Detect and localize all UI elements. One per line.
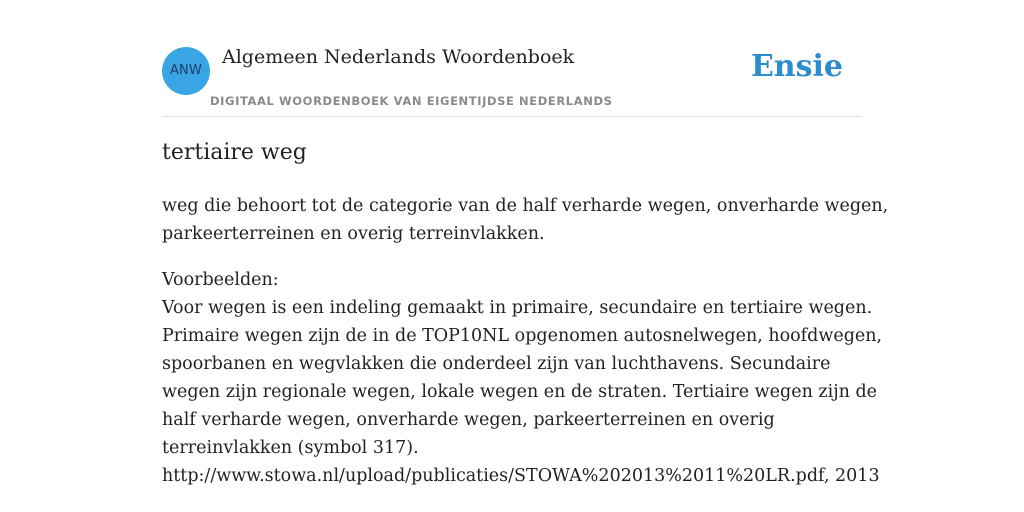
examples-label: Voorbeelden:: [162, 270, 279, 290]
ensie-logo[interactable]: Ensie: [750, 49, 843, 84]
example-line: spoorbanen en wegvlakken die onderdeel zijn van luchthavens. Secundaire: [162, 354, 831, 374]
definition-line: parkeerterreinen en overig terreinvlakken.: [162, 224, 545, 244]
entry-term: tertiaire weg: [162, 140, 307, 165]
example-line: wegen zijn regionale wegen, lokale wegen en de straten. Tertiaire wegen zijn de: [162, 382, 878, 402]
example-source-line: http://www.stowa.nl/upload/publicaties/STOWA%202013%2011%20LR.pdf, 2013: [162, 466, 880, 486]
anw-logo[interactable]: ANW: [162, 47, 210, 95]
source-title[interactable]: Algemeen Nederlands Woordenboek: [222, 46, 575, 68]
source-header: [162, 45, 862, 117]
example-line: terreinvlakken (symbol 317).: [162, 438, 419, 458]
entry-definition: [162, 192, 889, 248]
definition-line: weg die behoort tot de categorie van de half verharde wegen, onverharde wegen,: [162, 196, 889, 216]
entry-examples: [162, 266, 883, 490]
example-line: Voor wegen is een indeling gemaakt in primaire, secundaire en tertiaire wegen.: [162, 298, 873, 318]
example-line: Primaire wegen zijn de in de TOP10NL opgenomen autosnelwegen, hoofdwegen,: [162, 326, 883, 346]
source-subtitle: DIGITAAL WOORDENBOEK VAN EIGENTIJDSE NEDERLANDS: [210, 94, 613, 108]
example-line: half verharde wegen, onverharde wegen, parkeerterreinen en overig: [162, 410, 775, 430]
